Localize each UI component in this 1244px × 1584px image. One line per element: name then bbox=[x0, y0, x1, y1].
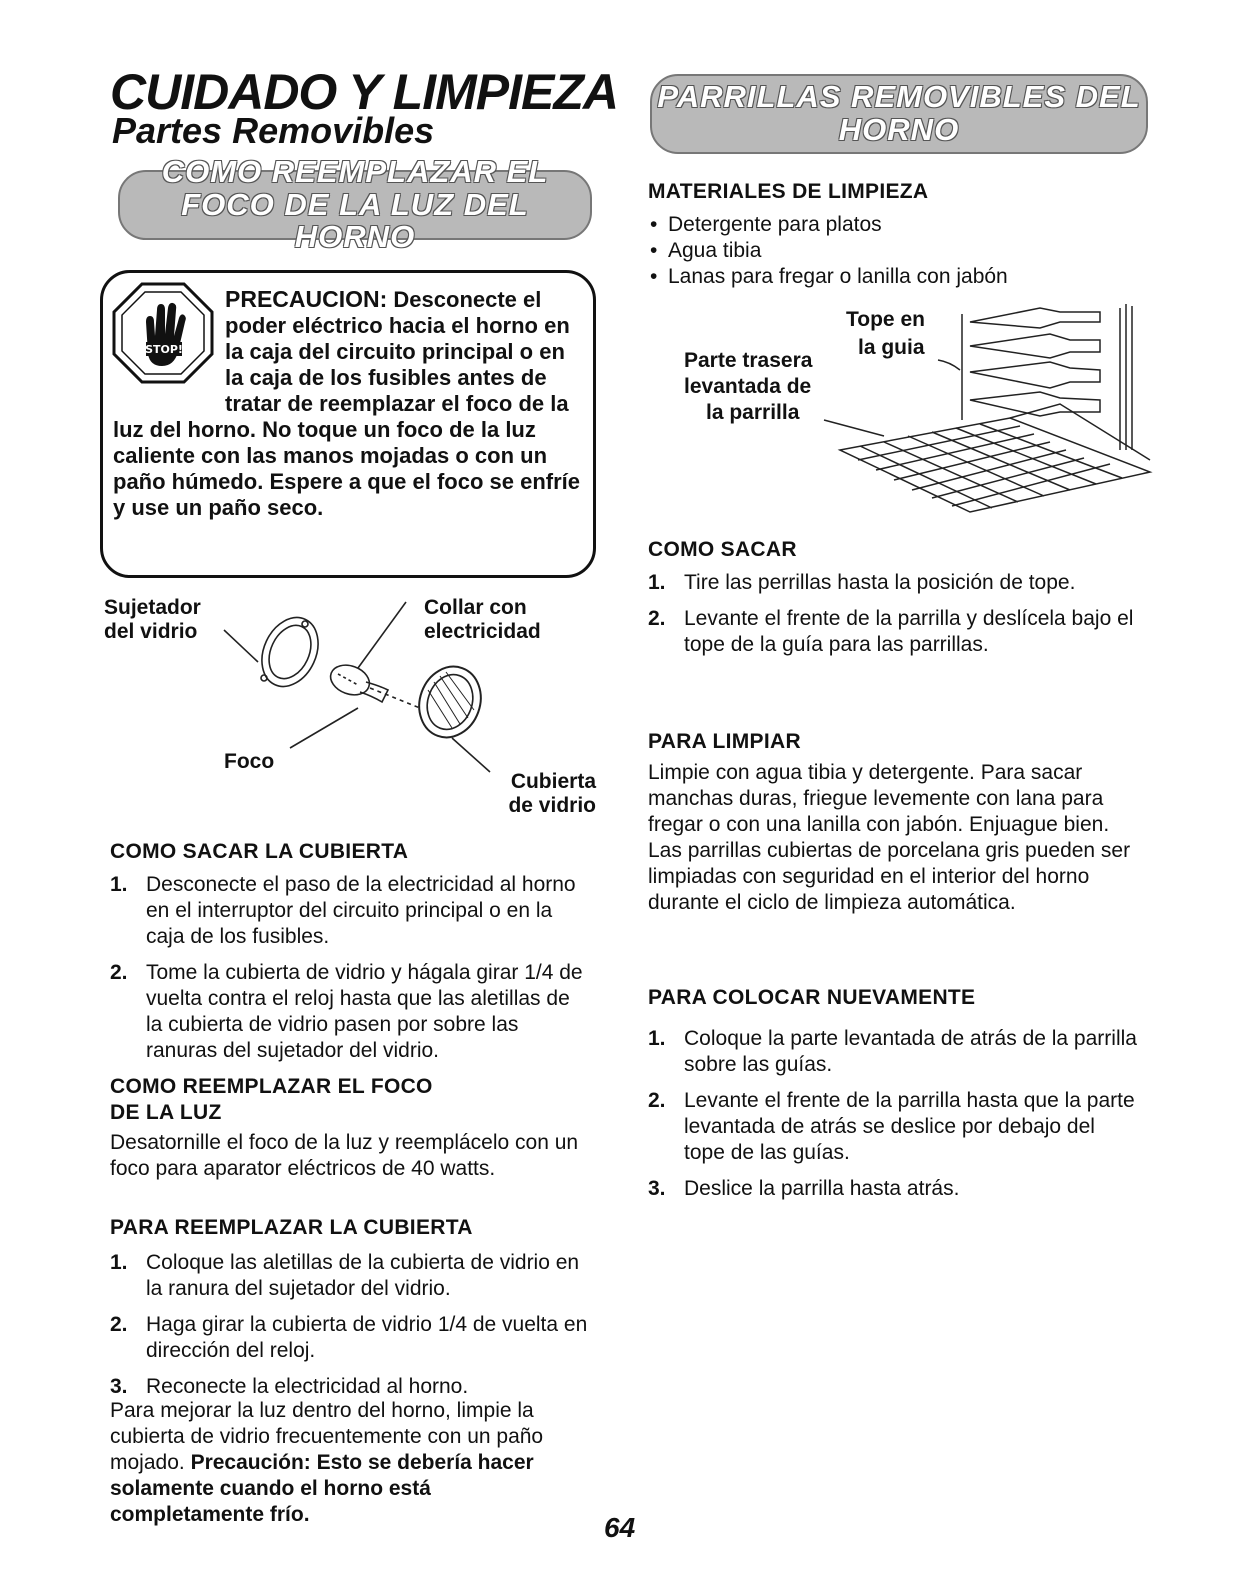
banner-line: PARRILLAS REMOVIBLES DEL bbox=[657, 79, 1141, 115]
banner-line: HORNO bbox=[838, 112, 960, 147]
section-banner-racks bbox=[650, 74, 1148, 154]
label-parte-trasera: Parte trasera levantada de la parrilla bbox=[684, 349, 813, 424]
list-item: • Agua tibia bbox=[648, 238, 1148, 264]
banner-line: COMO REEMPLAZAR EL bbox=[161, 154, 549, 190]
list-item: 1. Tire las perrillas hasta la posición de tope. bbox=[648, 571, 1076, 594]
page-number: 64 bbox=[604, 1512, 636, 1543]
caution-text bbox=[113, 286, 583, 521]
replace-bulb-text: Desatornille el foco de la luz y reemplácelo con un foco para aparator eléctricos de 40 watts. bbox=[110, 1131, 579, 1180]
list-item: 2. Levante el frente de la parrilla hasta que la parte levantada de atrás se deslice por debajo del tope de las guías. bbox=[648, 1089, 1135, 1164]
replace-cover-steps bbox=[110, 1250, 590, 1410]
page-subtitle: Partes Removibles bbox=[112, 110, 435, 151]
heading-replace-bulb: COMO REEMPLAZAR EL FOCO DE LA LUZ bbox=[110, 1075, 433, 1124]
clean-text: Limpie con agua tibia y detergente. Para sacar manchas duras, friegue levemente con lana para fregar o con una lanilla con jabón. Enjuague bien. Las parrillas cubiertas de porcelana gris pueden ser limpiadas con seguridad en el interior del horno durante el ciclo de limpieza automática. bbox=[648, 761, 1131, 914]
list-item: 2. Haga girar la cubierta de vidrio 1/4 de vuelta en dirección del reloj. bbox=[110, 1313, 588, 1362]
remove-rack-steps bbox=[648, 570, 1138, 668]
materials-list bbox=[648, 212, 1148, 290]
heading-replace-rack: PARA COLOCAR NUEVAMENTE bbox=[648, 986, 976, 1009]
heading-clean: PARA LIMPIAR bbox=[648, 730, 801, 753]
list-item: 3. Deslice la parrilla hasta atrás. bbox=[648, 1177, 960, 1200]
heading-remove-cover: COMO SACAR LA CUBIERTA bbox=[110, 840, 409, 863]
section-banner-light-bulb bbox=[118, 154, 592, 255]
list-item: 3. Reconecte la electricidad al horno. bbox=[110, 1375, 469, 1398]
caution-message: Desconecte el poder eléctrico hacia el horno en la caja del circuito principal o en la caja de los fusibles antes de tratar de reemplazar el foco de la luz del horno. No toque un foco de la luz caliente con las manos mojadas o con un paño húmedo. Espere a que el foco se enfríe y use un paño seco. bbox=[113, 287, 581, 520]
label-sujetador: Sujetador del vidrio bbox=[104, 596, 201, 643]
list-item: 1. Coloque la parte levantada de atrás de la parrilla sobre las guías. bbox=[648, 1027, 1137, 1076]
stop-label: STOP! bbox=[145, 343, 183, 356]
label-tope-2: la guia bbox=[858, 336, 925, 359]
label-foco: Foco bbox=[224, 750, 275, 773]
list-item: 1. Desconecte el paso de la electricidad al horno en el interruptor del circuito principal o en la caja de los fusibles. bbox=[110, 873, 576, 948]
heading-materials: MATERIALES DE LIMPIEZA bbox=[648, 180, 929, 203]
light-bulb-diagram bbox=[220, 590, 510, 780]
closing-caution: Precaución: Esto se debería hacer solamente cuando el horno está completamente frío. bbox=[110, 1451, 534, 1526]
label-tope: Tope en bbox=[846, 308, 925, 331]
list-item: 1. Coloque las aletillas de la cubierta de vidrio en la ranura del sujetador del vidrio. bbox=[110, 1251, 580, 1300]
replace-rack-steps bbox=[648, 1026, 1138, 1212]
list-item: • Detergente para platos bbox=[648, 212, 1148, 238]
list-item: • Lanas para fregar o lanilla con jabón bbox=[648, 264, 1148, 290]
list-item: 2. Levante el frente de la parrilla y deslícela bajo el tope de la guía para las parrillas. bbox=[648, 607, 1134, 656]
caution-label: PRECAUCION: bbox=[225, 286, 388, 312]
banner-line: FOCO DE LA LUZ DEL HORNO bbox=[181, 186, 529, 255]
list-item: 2. Tome la cubierta de vidrio y hágala girar 1/4 de vuelta contra el reloj hasta que las aletillas de la cubierta de vidrio pasen por sobre las ranuras del sujetador del vidrio. bbox=[110, 961, 583, 1062]
closing-text: Para mejorar la luz dentro del horno, limpie la cubierta de vidrio frecuentemente con un paño mojado. Precaución: Esto se debería hacer solamente cuando el horno está completamente frío. bbox=[110, 1399, 544, 1526]
label-collar: Collar con electricidad bbox=[424, 596, 541, 643]
heading-replace-cover: PARA REEMPLAZAR LA CUBIERTA bbox=[110, 1216, 473, 1239]
label-cubierta: Cubierta de vidrio bbox=[508, 770, 596, 817]
page-title: CUIDADO Y LIMPIEZA bbox=[110, 64, 618, 120]
heading-remove-rack: COMO SACAR bbox=[648, 538, 797, 561]
oven-rack-diagram bbox=[820, 300, 1160, 520]
remove-cover-steps bbox=[110, 872, 586, 1074]
